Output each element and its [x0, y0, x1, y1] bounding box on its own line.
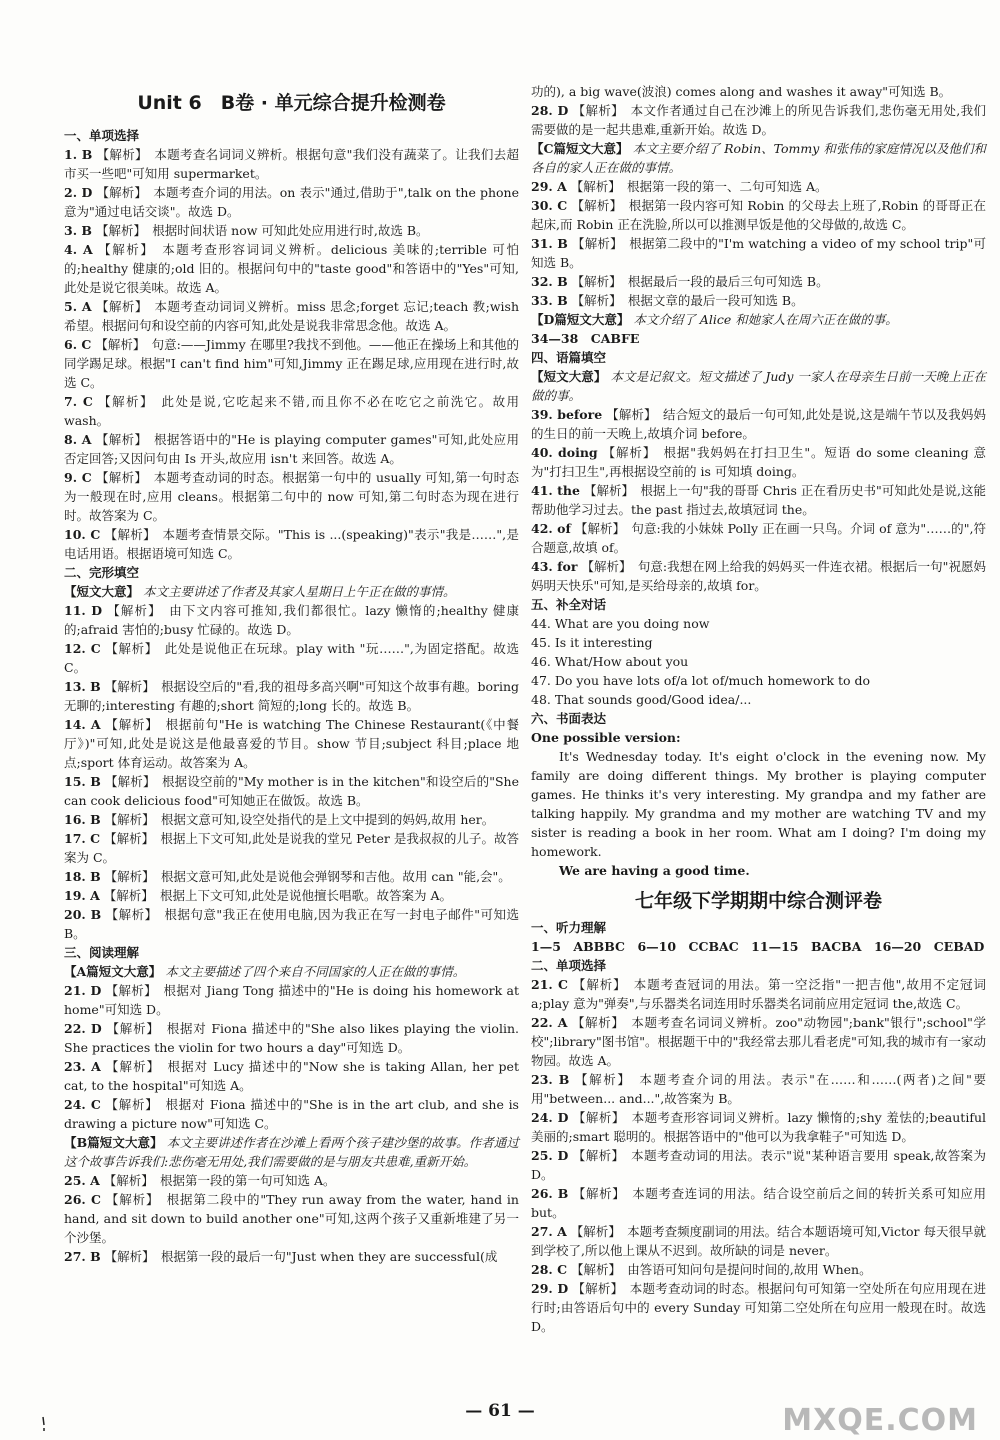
- answer-item: 20. B 【解析】 根据句意"我正在使用电脑,因为我正在写一封电子邮件"可知选 B。: [64, 907, 519, 941]
- answer-item: 13. B 【解析】 根据设空后的"看,我的祖母多高兴啊"可知这个故事有趣。boring 无聊的;interesting 有趣的;short 简短的;long 长的。故选 B。: [64, 679, 519, 713]
- answer-item: 40. doing 【解析】 根据"我妈妈在打扫卫生"。短语 do some cleaning 意为"打扫卫生",再根据设空前的 is 可知填 doing。: [531, 445, 987, 479]
- section-heading: 三、阅读理解: [64, 945, 140, 960]
- answer-item: 41. the 【解析】 根据上一句"我的哥哥 Chris 正在看历史书"可知此处是说,这能帮助他学习过去。the past 指过去,故填冠词 the。: [531, 483, 986, 517]
- passage-summary: 【短文大意】 本文是记叙文。短文描述了 Judy 一家人在母亲生日前一天晚上正在做的事。: [531, 369, 986, 403]
- dialogue-answer: 44. What are you doing now: [531, 616, 710, 631]
- answer-item: 23. A 【解析】 根据对 Lucy 描述中的"Now she is taking Allan, her pet cat, to the hospital"可知选 A。: [64, 1059, 519, 1093]
- exam-title: 七年级下学期期中综合测评卷: [634, 890, 882, 912]
- answer-item: 39. before 【解析】 结合短文的最后一句可知,此处是说,这是端午节以及我妈妈的生日的前一天晚上,故填介词 before。: [531, 407, 987, 441]
- answer-item: 22. A 【解析】 本题考查名词词义辨析。zoo"动物园";bank"银行";school"学校";library"图书馆"。根据题干中的"我经常去那儿看老虎"可知,我的城市有一家动物园。故选 A。: [531, 1015, 986, 1068]
- passage-summary: 【B篇短文大意】 本文主要讲述作者在沙滩上看两个孩子建沙堡的故事。作者通过这个故事告诉我们:悲伤毫无用处,我们需要做的是与朋友共患难,重新开始。: [64, 1135, 519, 1169]
- answer-item: 31. B 【解析】 根据第二段中的"I'm watching a video of my school trip"可知选 B。: [531, 236, 986, 270]
- answer-item: 18. B 【解析】 根据文意可知,此处是说他会弹钢琴和吉他。故用 can "能,会"。: [64, 869, 511, 884]
- dialogue-answer: 48. That sounds good/Good idea/...: [531, 692, 752, 707]
- answer-item: 25. A 【解析】 根据第一段的第一句可知选 A。: [64, 1173, 336, 1188]
- answer-item: 4. A 【解析】 本题考查形容词词义辨析。delicious 美味的;terrible 可怕的;healthy 健康的;old 旧的。根据问句中的"taste good"和答语中的"Yes"可知,此处是说它很美味。故选 A。: [64, 242, 519, 295]
- answer-continuation: 功的), a big wave(波浪) comes along and washes it away"可知选 B。: [531, 84, 952, 99]
- answer-item: 12. C 【解析】 此处是说他正在玩球。play with "玩……",为固定搭配。故选 C。: [64, 641, 519, 675]
- right-column: [531, 82, 986, 1336]
- margin-mark-icon: [40, 1416, 48, 1432]
- answer-item: 2. D 【解析】 本题考查介词的用法。on 表示"通过,借助于",talk on the phone 意为"通过电话交谈"。故选 D。: [64, 185, 519, 219]
- answer-item: 9. C 【解析】 本题考查动词的时态。根据第一句中的 usually 可知,第一句时态为一般现在时,应用 cleans。根据第二句中的 now 可知,第二句时态为现在进行时。故答案为 C。: [64, 470, 519, 523]
- answer-item: 25. D 【解析】 本题考查动词的用法。表示"说"某种语言要用 speak,故答案为 D。: [531, 1148, 986, 1182]
- answer-item: 21. D 【解析】 根据对 Jiang Tong 描述中的"He is doing his homework at home"可知选 D。: [64, 983, 519, 1017]
- section-heading: 五、补全对话: [531, 597, 607, 612]
- answer-item: 8. A 【解析】 根据答语中的"He is playing computer games"可知,此处应用否定回答;又因问句由 Is 开头,故应用 isn't 来回答。故选 A。: [64, 432, 519, 466]
- section-heading: 一、单项选择: [64, 128, 140, 143]
- answer-item: 14. A 【解析】 根据前句"He is watching The Chinese Restaurant(《中餐厅》)"可知,此处是说这是他最喜爱的节目。show 节目;subject 科目;place 地点;sport 体育运动。故答案为 A。: [64, 717, 519, 770]
- section-heading: 一、听力理解: [531, 920, 607, 935]
- left-column: [64, 82, 519, 1266]
- watermark-logo: MXQE.COM: [782, 1403, 978, 1438]
- answer-item: 21. C 【解析】 本题考查冠词的用法。第一空泛指"一把吉他",故用不定冠词 a;play 意为"弹奏",与乐器类名词连用时乐器类名词前应用定冠词 the,故选 C。: [531, 977, 986, 1011]
- section-heading: 二、单项选择: [531, 958, 607, 973]
- answer-item: 11. D 【解析】 由下文内容可推知,我们都很忙。lazy 懒惰的;healthy 健康的;afraid 害怕的;busy 忙碌的。故选 D。: [64, 603, 519, 637]
- essay-ending: We are having a good time.: [559, 863, 750, 878]
- essay-body: It's Wednesday today. It's eight o'clock in the evening now. My family are doing different things. My brother is playing computer games. He thinks it's very interesting. My grandpa and my father are talking happily. My grandma and my mother are watching TV and my sister is reading a book in her room. What am I doing? I'm doing my homework.: [531, 749, 986, 859]
- answer-item: 33. B 【解析】 根据文章的最后一段可知选 B。: [531, 293, 804, 308]
- answer-group: 34—38 CABFE: [531, 331, 640, 346]
- dialogue-answer: 45. Is it interesting: [531, 635, 653, 650]
- answer-item: 7. C 【解析】 此处是说,它吃起来不错,而且你不必在吃它之前洗它。故用 wash。: [64, 394, 519, 428]
- answer-item: 17. C 【解析】 根据上下文可知,此处是说我的堂兄 Peter 是我叔叔的儿子。故答案为 C。: [64, 831, 519, 865]
- answer-item: 24. D 【解析】 本题考查形容词词义辨析。lazy 懒惰的;shy 羞怯的;beautiful 美丽的;smart 聪明的。根据答语中的"他可以为我拿鞋子"可知选 D。: [531, 1110, 986, 1144]
- answer-item: 27. A 【解析】 本题考查频度副词的用法。结合本题语境可知,Victor 每天很早就到学校了,所以他上课从不迟到。故所缺的词是 never。: [531, 1224, 986, 1258]
- answer-item: 26. B 【解析】 本题考查连词的用法。结合设空前后之间的转折关系可知应用 but。: [531, 1186, 986, 1220]
- dialogue-answer: 46. What/How about you: [531, 654, 689, 669]
- answer-item: 16. B 【解析】 根据文意可知,设空处指代的是上文中提到的妈妈,故用 her。: [64, 812, 495, 827]
- page-number: — 61 —: [465, 1401, 535, 1421]
- answer-item: 26. C 【解析】 根据第二段中的"They run away from the water, hand in hand, and sit down to build another one"可知,这两个孩子又重新堆建了另一个沙堡。: [64, 1192, 519, 1245]
- passage-summary: 【C篇短文大意】 本文主要介绍了 Robin、Tommy 和张伟的家庭情况以及他们和各自的家人正在做的事情。: [531, 141, 986, 175]
- answer-item: 27. B 【解析】 根据第一段的最后一句"Just when they are successful(成: [64, 1249, 498, 1264]
- unit-title: Unit 6 B卷 · 单元综合提升检测卷: [137, 92, 446, 114]
- answer-item: 32. B 【解析】 根据最后一段的最后三句可知选 B。: [531, 274, 829, 289]
- answer-item: 29. A 【解析】 根据第一段的第一、二句可知选 A。: [531, 179, 828, 194]
- answer-item: 28. D 【解析】 本文作者通过自己在沙滩上的所见告诉我们,悲伤毫无用处,我们需要做的是一起共患难,重新开始。故选 D。: [531, 103, 986, 137]
- section-heading: 二、完形填空: [64, 565, 140, 580]
- section-heading: 六、书面表达: [531, 711, 607, 726]
- dialogue-answer: 47. Do you have lots of/a lot of/much homework to do: [531, 673, 871, 688]
- answer-item: 29. D 【解析】 本题考查动词的时态。根据问句可知第一空处所在句应用现在进行时;由答语后句中的 every Sunday 可知第二空处所在句应用一般现在时。故选 D。: [531, 1281, 986, 1334]
- answer-item: 28. C 【解析】 由答语可知问句是提问时间的,故用 When。: [531, 1262, 872, 1277]
- passage-summary: 【短文大意】 本文主要讲述了作者及其家人星期日上午正在做的事情。: [64, 584, 456, 599]
- essay-heading: One possible version:: [531, 730, 681, 745]
- answer-item: 24. C 【解析】 根据对 Fiona 描述中的"She is in the art club, and she is drawing a picture now"可知选 C。: [64, 1097, 519, 1131]
- answer-item: 23. B 【解析】 本题考查介词的用法。表示"在……和……(两者)之间"要用"between... and...",故答案为 B。: [531, 1072, 986, 1106]
- answer-item: 1. B 【解析】 本题考查名词词义辨析。根据句意"我们没有蔬菜了。让我们去超市买一些吧"可知用 supermarket。: [64, 147, 519, 181]
- answer-item: 42. of 【解析】 句意:我的小妹妹 Polly 正在画一只鸟。介词 of 意为"……的",符合题意,故填 of。: [531, 521, 986, 555]
- answer-item: 3. B 【解析】 根据时间状语 now 可知此处应用进行时,故选 B。: [64, 223, 429, 238]
- answer-item: 10. C 【解析】 本题考查情景交际。"This is ...(speaking)"表示"我是……",是电话用语。根据语境可知选 C。: [64, 527, 519, 561]
- answer-item: 5. A 【解析】 本题考查动词词义辨析。miss 思念;forget 忘记;teach 教;wish 希望。根据问句和设空前的内容可知,此处是说我非常思念他。故选 A。: [64, 299, 519, 333]
- passage-summary: 【D篇短文大意】 本文介绍了 Alice 和她家人在周六正在做的事。: [531, 312, 898, 327]
- answer-item: 22. D 【解析】 根据对 Fiona 描述中的"She also likes playing the violin. She practices the violin for two hours a day"可知选 D。: [64, 1021, 519, 1055]
- section-heading: 四、语篇填空: [531, 350, 607, 365]
- answer-item: 30. C 【解析】 根据第一段内容可知 Robin 的父母去上班了,Robin 的哥哥正在起床,而 Robin 正在洗脸,所以可以推测早饭是他的父母做的,故选 C。: [531, 198, 986, 232]
- listening-answers: 1—5 ABBBC 6—10 CCBAC 11—15 BACBA 16—20 CEBAD: [531, 939, 985, 954]
- answer-item: 15. B 【解析】 根据设空前的"My mother is in the kitchen"和设空后的"She can cook delicious food"可知她正在做饭。故选 B。: [64, 774, 519, 808]
- answer-item: 19. A 【解析】 根据上下文可知,此处是说他擅长唱歌。故答案为 A。: [64, 888, 453, 903]
- answer-item: 6. C 【解析】 句意:——Jimmy 在哪里?我找不到他。——他正在操场上和其他的同学踢足球。根据"I can't find him"可知,Jimmy 正在踢足球,应用现在进行时,故选 C。: [64, 337, 519, 390]
- passage-summary: 【A篇短文大意】 本文主要描述了四个来自不同国家的人正在做的事情。: [64, 964, 466, 979]
- answer-item: 43. for 【解析】 句意:我想在网上给我的妈妈买一件连衣裙。根据后一句"祝愿妈妈明天快乐"可知,是买给母亲的,故填 for。: [531, 559, 986, 593]
